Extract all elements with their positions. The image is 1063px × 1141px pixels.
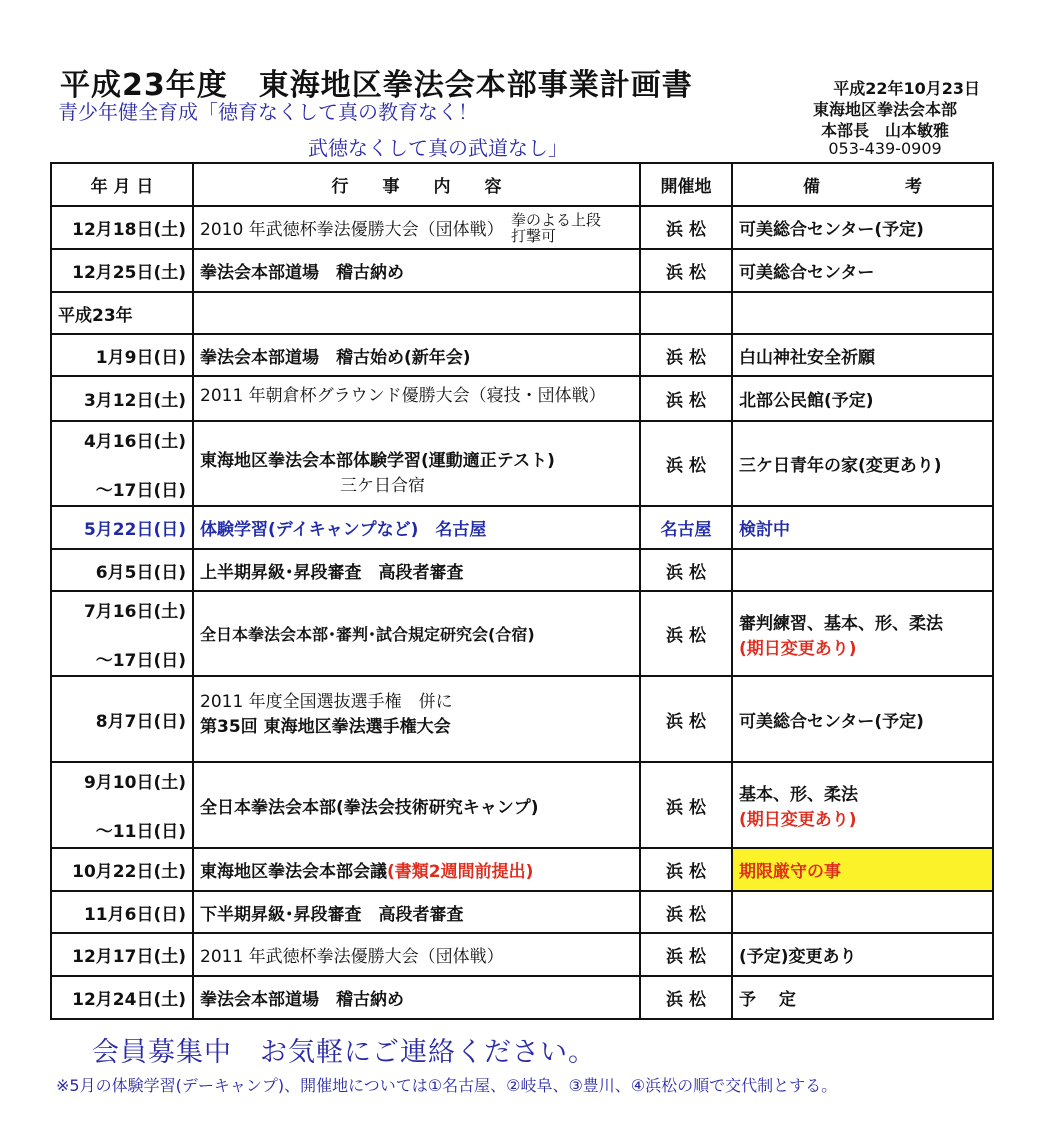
note-cell (732, 762, 993, 848)
place-cell: 浜 松 (640, 848, 732, 891)
note-warning: (期日変更あり) (739, 638, 857, 659)
date-cell: 1月9日(日) (51, 334, 193, 376)
slogan-line-2: 武徳なくして真の武道なし」 (308, 136, 568, 160)
header-place: 開催地 (640, 163, 732, 206)
date-cell: 12月18日(土) (51, 206, 193, 249)
place-cell: 浜 松 (640, 421, 732, 506)
table-row (51, 848, 993, 891)
date-cell: 3月12日(土) (51, 376, 193, 421)
note-cell: 北部公民館(予定) (732, 376, 993, 421)
table-row (51, 376, 993, 421)
footnote: ※5月の体験学習(デーキャンプ)、開催地については①名古屋、②岐阜、③豊川、④浜松の順で交代制とする。 (56, 1076, 838, 1095)
place-cell: 浜 松 (640, 334, 732, 376)
director-name: 本部長 山本敏雅 (820, 121, 949, 140)
table-row (51, 591, 993, 676)
table-row (51, 976, 993, 1019)
note-cell: (予定)変更あり (732, 933, 993, 976)
table-row (51, 762, 993, 848)
date-start: 7月16日(土) (83, 601, 186, 622)
event-warning: (書類2週間前提出) (387, 862, 534, 882)
date-cell (51, 421, 193, 506)
note-cell (732, 292, 993, 334)
note-cell (732, 549, 993, 591)
place-cell: 浜 松 (640, 762, 732, 848)
place-cell: 浜 松 (640, 676, 732, 762)
issue-date: 平成22年10月23日 (833, 79, 980, 98)
table-row (51, 506, 993, 549)
event-cell (193, 206, 640, 249)
place-cell: 浜 松 (640, 891, 732, 933)
organization-name: 東海地区拳法会本部 (812, 100, 957, 119)
event-text: 2011 年朝倉杯グラウンド優勝大会（寝技・団体戦） (200, 386, 606, 406)
table-row (51, 549, 993, 591)
place-cell: 浜 松 (640, 591, 732, 676)
event-cell: 下半期昇級･昇段審査 高段者審査 (193, 891, 640, 933)
event-text-line2: 三ケ日合宿 (340, 475, 425, 496)
table-row (51, 891, 993, 933)
date-cell: 12月17日(土) (51, 933, 193, 976)
issuer-block (760, 78, 1010, 156)
event-cell (193, 848, 640, 891)
event-cell: 2011 年武徳杯拳法優勝大会（団体戦） (193, 933, 640, 976)
note-cell: 期限厳守の事 (732, 848, 993, 891)
note-cell: 検討中 (732, 506, 993, 549)
date-end: ～17日(日) (95, 480, 186, 501)
header-date: 年 月 日 (51, 163, 193, 206)
note-text: 審判練習、基本、形、柔法 (739, 613, 943, 634)
date-cell: 11月6日(日) (51, 891, 193, 933)
event-text: 2010 年武徳杯拳法優勝大会（団体戦） (200, 220, 504, 240)
document-title: 平成23年度 東海地区拳法会本部事業計画書 (60, 68, 693, 103)
table-row (51, 334, 993, 376)
date-cell: 10月22日(土) (51, 848, 193, 891)
date-cell: 12月25日(土) (51, 249, 193, 292)
date-cell: 6月5日(日) (51, 549, 193, 591)
date-cell: 12月24日(土) (51, 976, 193, 1019)
date-end: ～11日(日) (95, 822, 186, 842)
note-text: 基本、形、柔法 (739, 785, 858, 805)
event-cell: 全日本拳法会本部･審判･試合規定研究会(合宿) (193, 591, 640, 676)
event-text: 2011 年度全国選抜選手権 併に (200, 692, 453, 712)
place-cell: 名古屋 (640, 506, 732, 549)
slogan-line-1: 青少年健全育成「徳育なくして真の教育なく！ (58, 100, 478, 124)
event-text: 東海地区拳法会本部体験学習(運動適正テスト) (200, 450, 555, 471)
date-end: ～17日(日) (95, 650, 186, 671)
table-row (51, 292, 993, 334)
event-subnote: 拳のよる上段打撃可 (511, 210, 602, 245)
event-cell (193, 421, 640, 506)
event-cell: 体験学習(デイキャンプなど) 名古屋 (193, 506, 640, 549)
place-cell: 浜 松 (640, 376, 732, 421)
event-cell: 拳法会本部道場 稽古始め(新年会) (193, 334, 640, 376)
table-row (51, 676, 993, 762)
phone-number: 053-439-0909 (828, 139, 942, 158)
schedule-table (50, 162, 994, 1020)
note-cell: 可美総合センター(予定) (732, 206, 993, 249)
note-cell: 予 定 (732, 976, 993, 1019)
event-cell: 拳法会本部道場 稽古納め (193, 249, 640, 292)
note-cell: 可美総合センター(予定) (732, 676, 993, 762)
event-cell (193, 676, 640, 762)
place-cell (640, 292, 732, 334)
note-cell: 可美総合センター (732, 249, 993, 292)
table-row (51, 421, 993, 506)
event-text-line2: 第35回 東海地区拳法選手権大会 (200, 717, 451, 737)
date-start: 9月10日(土) (83, 773, 186, 793)
note-cell: 白山神社安全祈願 (732, 334, 993, 376)
header-note: 備 考 (732, 163, 993, 206)
note-cell (732, 591, 993, 676)
event-cell (193, 376, 640, 421)
header-event: 行 事 内 容 (193, 163, 640, 206)
table-row (51, 933, 993, 976)
date-cell (51, 762, 193, 848)
note-cell (732, 891, 993, 933)
recruitment-message: 会員募集中 お気軽にご連絡ください。 (92, 1037, 596, 1068)
date-cell: 8月7日(日) (51, 676, 193, 762)
place-cell: 浜 松 (640, 933, 732, 976)
place-cell: 浜 松 (640, 976, 732, 1019)
year-cell: 平成23年 (51, 292, 193, 334)
place-cell: 浜 松 (640, 206, 732, 249)
event-cell: 全日本拳法会本部(拳法会技術研究キャンプ) (193, 762, 640, 848)
table-header-row (51, 163, 993, 206)
date-cell: 5月22日(日) (51, 506, 193, 549)
place-cell: 浜 松 (640, 249, 732, 292)
note-cell: 三ケ日青年の家(変更あり) (732, 421, 993, 506)
event-text: 東海地区拳法会本部会議 (200, 862, 387, 882)
event-cell: 拳法会本部道場 稽古納め (193, 976, 640, 1019)
event-cell: 上半期昇級･昇段審査 高段者審査 (193, 549, 640, 591)
date-start: 4月16日(土) (83, 431, 186, 452)
table-row (51, 249, 993, 292)
note-warning: (期日変更あり) (739, 810, 857, 830)
date-cell (51, 591, 193, 676)
place-cell: 浜 松 (640, 549, 732, 591)
table-row (51, 206, 993, 249)
event-cell (193, 292, 640, 334)
